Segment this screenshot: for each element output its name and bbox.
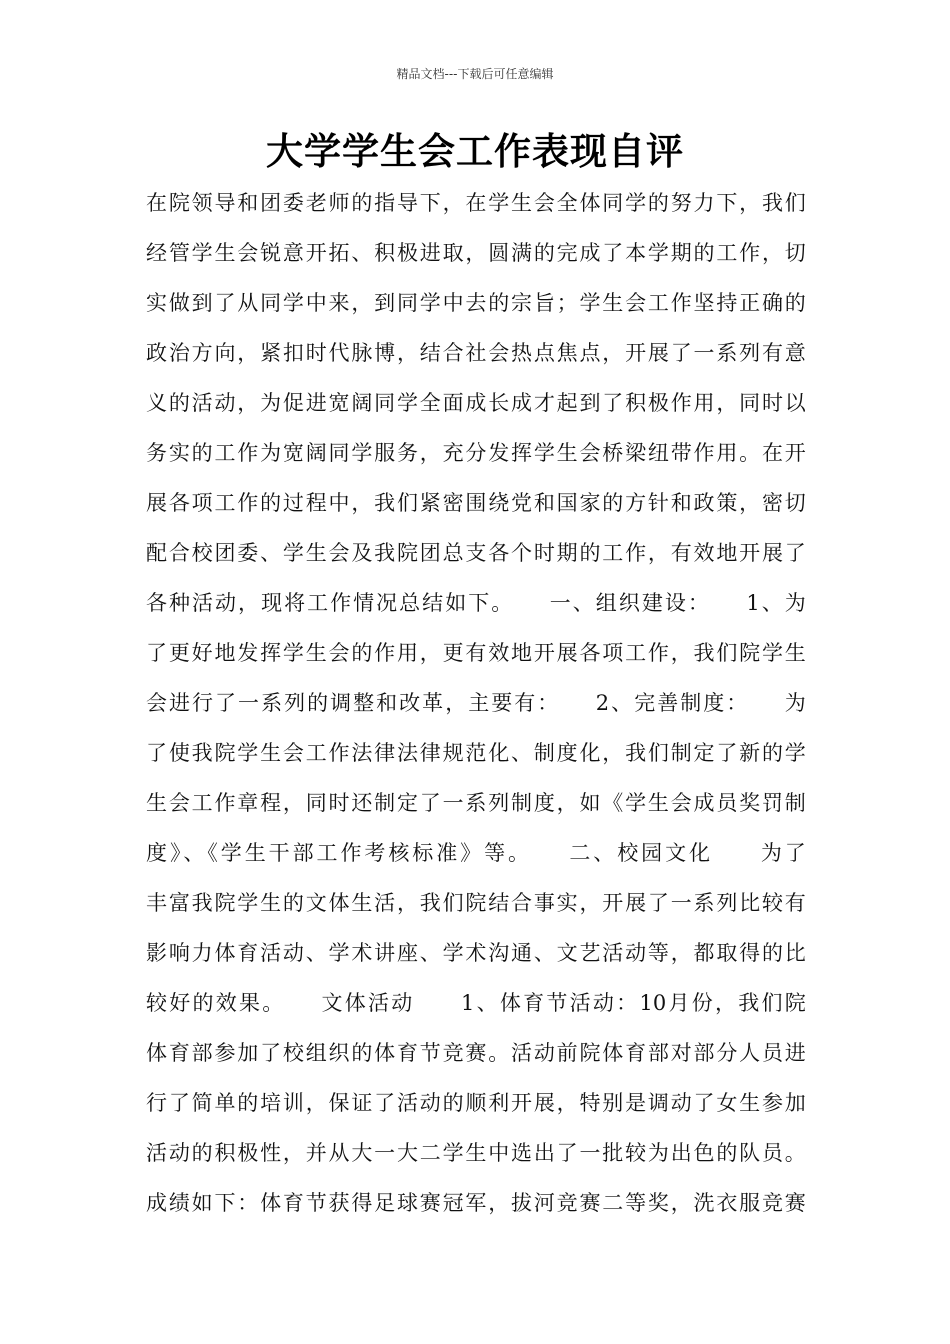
body-line: 生会工作章程，同时还制定了一系列制度，如《学生会成员奖罚制: [146, 791, 806, 815]
body-line: 丰富我院学生的文体生活，我们院结合事实，开展了一系列比较有: [146, 891, 806, 915]
body-line: 度》、《学生干部工作考核标准》等。 二、校园文化 为了: [146, 841, 806, 865]
body-line: 成绩如下：体育节获得足球赛冠军，拔河竞赛二等奖，洗衣服竞赛: [146, 1191, 806, 1215]
document-title: 大学学生会工作表现自评: [266, 130, 684, 173]
body-line: 配合校团委、学生会及我院团总支各个时期的工作，有效地开展了: [146, 541, 806, 565]
body-line: 务实的工作为宽阔同学服务，充分发挥学生会桥梁纽带作用。在开: [146, 441, 806, 465]
body-line: 行了简单的培训，保证了活动的顺利开展，特别是调动了女生参加: [146, 1091, 806, 1115]
body-line: 各种活动，现将工作情况总结如下。 一、组织建设： 1、为: [146, 591, 806, 615]
body-line: 展各项工作的过程中，我们紧密围绕党和国家的方针和政策，密切: [146, 491, 806, 515]
body-line: 了更好地发挥学生会的作用，更有效地开展各项工作，我们院学生: [146, 641, 806, 665]
body-line: 经管学生会锐意开拓、积极进取，圆满的完成了本学期的工作，切: [146, 241, 806, 265]
body-line: 体育部参加了校组织的体育节竞赛。活动前院体育部对部分人员进: [146, 1041, 806, 1065]
body-line: 活动的积极性，并从大一大二学生中选出了一批较为出色的队员。: [146, 1141, 806, 1165]
body-line: 义的活动，为促进宽阔同学全面成长成才起到了积极作用，同时以: [146, 391, 806, 415]
body-line: 较好的效果。 文体活动 1、体育节活动：10月份，我们院: [146, 991, 806, 1015]
document-body: [146, 178, 806, 1228]
body-line: 会进行了一系列的调整和改革，主要有： 2、完善制度： 为: [146, 691, 806, 715]
body-line: 实做到了从同学中来，到同学中去的宗旨；学生会工作坚持正确的: [146, 291, 806, 315]
body-line: 影响力体育活动、学术讲座、学术沟通、文艺活动等，都取得的比: [146, 941, 806, 965]
body-line: 政治方向，紧扣时代脉博，结合社会热点焦点，开展了一系列有意: [146, 341, 806, 365]
body-line: 在院领导和团委老师的指导下，在学生会全体同学的努力下，我们: [146, 191, 806, 215]
body-line: 了使我院学生会工作法律法律规范化、制度化，我们制定了新的学: [146, 741, 806, 765]
page-header: 精品文档---下载后可任意编辑: [396, 67, 554, 81]
